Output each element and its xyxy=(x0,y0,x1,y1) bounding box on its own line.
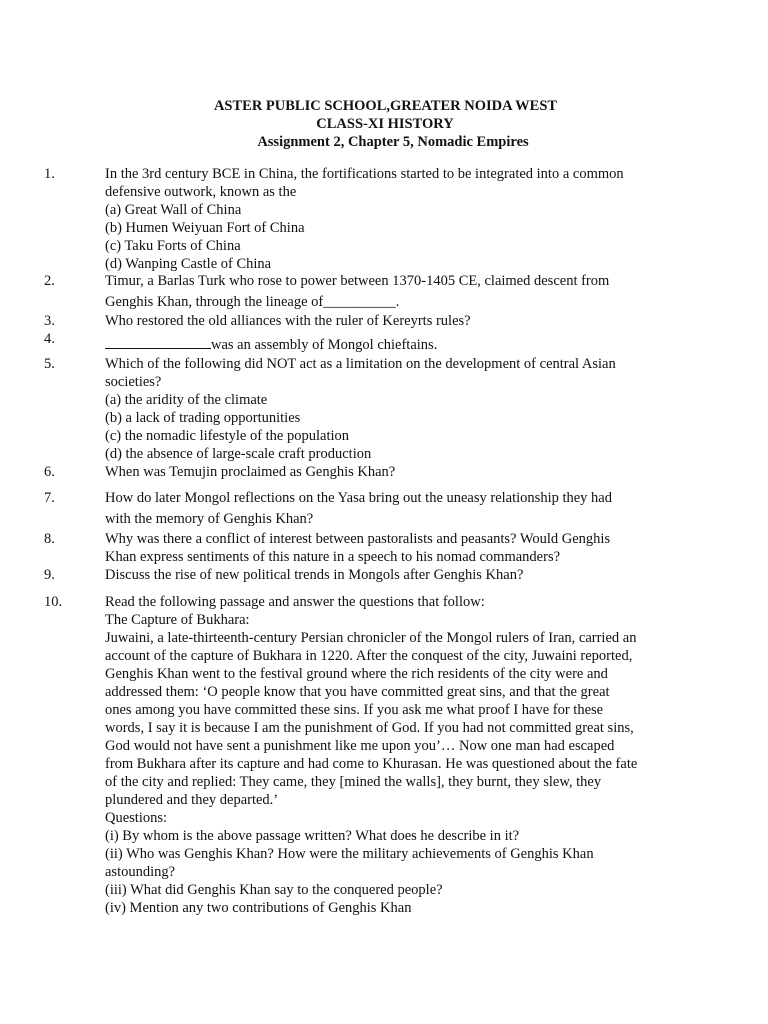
question-text: Discuss the rise of new political trends in Mongols after Genghis Khan? xyxy=(105,567,524,583)
passage-title: The Capture of Bukhara: xyxy=(105,612,250,628)
question-body xyxy=(105,272,745,311)
question-text: Who restored the old alliances with the ruler of Kereyrts rules? xyxy=(105,313,471,329)
passage-text: Genghis Khan went to the festival ground where the rich residents of the city were and xyxy=(105,666,608,682)
option-b: (b) Humen Weiyuan Fort of China xyxy=(105,220,305,236)
question-text: When was Temujin proclaimed as Genghis Khan? xyxy=(105,464,396,480)
question-body xyxy=(105,336,745,354)
passage-text: account of the capture of Bukhara in 1220. After the conquest of the city, Juwaini reported, xyxy=(105,648,633,664)
question-text: Which of the following did NOT act as a limitation on the development of central Asian xyxy=(105,356,616,372)
question-text: In the 3rd century BCE in China, the fortifications started to be integrated into a common xyxy=(105,166,624,182)
questions-label: Questions: xyxy=(105,810,168,826)
question-body xyxy=(105,312,745,330)
option-c: (c) the nomadic lifestyle of the population xyxy=(105,428,350,444)
passage-text: of the city and replied: They came, they [mined the walls], they burnt, they slew, they xyxy=(105,774,602,790)
question-text: Why was there a conflict of interest between pastoralists and peasants? Would Genghis xyxy=(105,531,611,547)
question-text-tail: was an assembly of Mongol chieftains. xyxy=(211,337,438,353)
question-number: 3. xyxy=(44,313,55,329)
question-number: 4. xyxy=(44,331,55,347)
question-body xyxy=(105,489,745,528)
question-text xyxy=(105,336,745,354)
passage-text: God would not have sent a punishment like me upon you’… Now one man had escaped xyxy=(105,738,615,754)
passage-text: words, I say it is because I am the punishment of God. If you had not committed great sins, xyxy=(105,720,634,736)
sub-question-ii: (ii) Who was Genghis Khan? How were the military achievements of Genghis Khan xyxy=(105,846,594,862)
question-text: defensive outwork, known as the xyxy=(105,184,297,200)
assignment-title: Assignment 2, Chapter 5, Nomadic Empires xyxy=(257,134,529,150)
option-d: (d) Wanping Castle of China xyxy=(105,256,272,272)
document-header xyxy=(0,97,768,151)
sub-question-ii: astounding? xyxy=(105,864,176,880)
answer-blank xyxy=(105,336,211,349)
option-a: (a) the aridity of the climate xyxy=(105,392,268,408)
passage-text: plundered and they departed.’ xyxy=(105,792,279,808)
question-body xyxy=(105,566,745,584)
class-subject: CLASS-XI HISTORY xyxy=(316,116,454,132)
question-number: 1. xyxy=(44,166,55,182)
passage-text: ones among you have committed these sins. If you ask me what proof I have for these xyxy=(105,702,604,718)
option-a: (a) Great Wall of China xyxy=(105,202,242,218)
sub-question-i: (i) By whom is the above passage written? What does he describe in it? xyxy=(105,828,520,844)
passage-text: Juwaini, a late-thirteenth-century Persian chronicler of the Mongol rulers of Iran, carried an xyxy=(105,630,637,646)
option-b: (b) a lack of trading opportunities xyxy=(105,410,301,426)
question-number: 2. xyxy=(44,273,55,289)
sub-question-iii: (iii) What did Genghis Khan say to the conquered people? xyxy=(105,882,443,898)
passage-text: addressed them: ‘O people know that you have committed great sins, and that the great xyxy=(105,684,610,700)
question-text: Genghis Khan, through the lineage of__________. xyxy=(105,294,400,310)
question-text: How do later Mongol reflections on the Yasa bring out the uneasy relationship they had xyxy=(105,490,612,506)
question-number: 7. xyxy=(44,490,55,506)
question-body xyxy=(105,463,745,481)
question-body xyxy=(105,530,745,566)
sub-question-iv: (iv) Mention any two contributions of Genghis Khan xyxy=(105,900,412,916)
question-body xyxy=(105,165,745,273)
question-number: 10. xyxy=(44,594,63,610)
question-number: 5. xyxy=(44,356,55,372)
passage-text: from Bukhara after its capture and had come to Khurasan. He was questioned about the fate xyxy=(105,756,638,772)
question-number: 6. xyxy=(44,464,55,480)
question-text: Read the following passage and answer the questions that follow: xyxy=(105,594,485,610)
option-d: (d) the absence of large-scale craft production xyxy=(105,446,372,462)
option-c: (c) Taku Forts of China xyxy=(105,238,241,254)
question-text: Timur, a Barlas Turk who rose to power between 1370-1405 CE, claimed descent from xyxy=(105,273,610,289)
school-name: ASTER PUBLIC SCHOOL,GREATER NOIDA WEST xyxy=(213,98,558,114)
question-number: 8. xyxy=(44,531,55,547)
question-text: Khan express sentiments of this nature in a speech to his nomad commanders? xyxy=(105,549,561,565)
question-body xyxy=(105,355,745,463)
question-number: 9. xyxy=(44,567,55,583)
question-body xyxy=(105,593,745,917)
question-text: societies? xyxy=(105,374,162,390)
question-text: with the memory of Genghis Khan? xyxy=(105,511,314,527)
